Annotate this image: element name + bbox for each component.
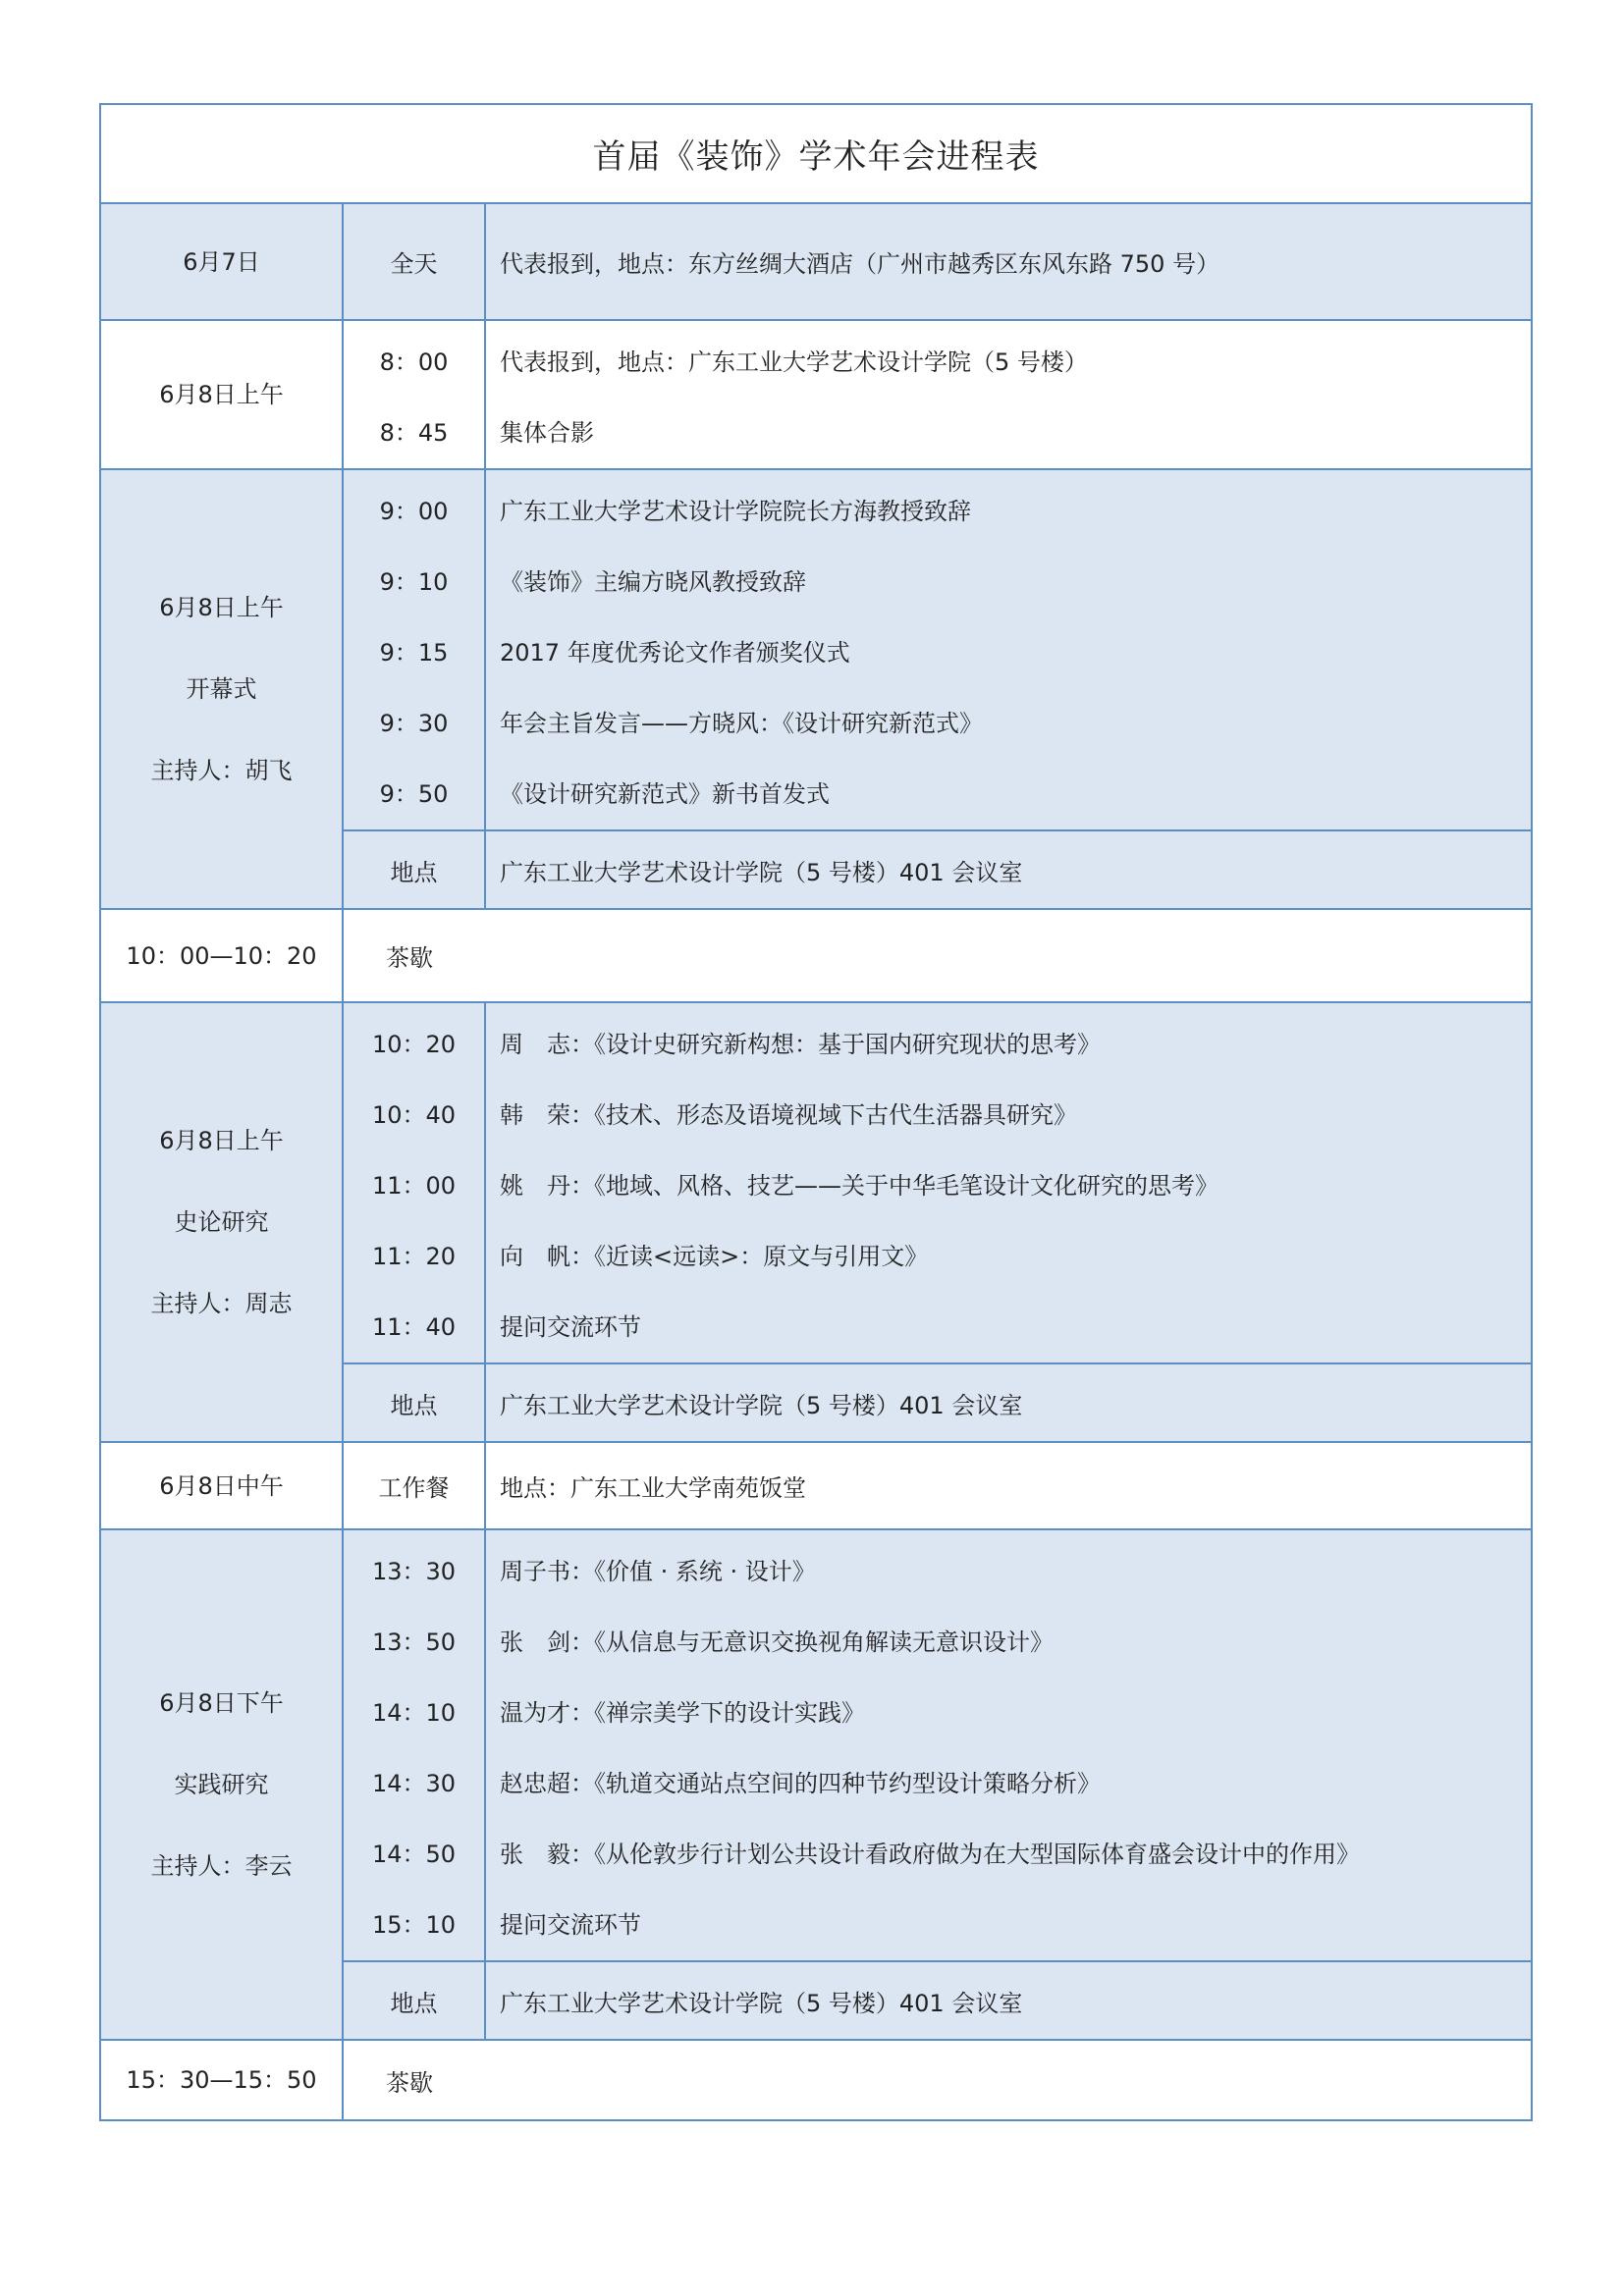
- event-text: 周 志：《设计史研究新构想：基于国内研究现状的思考》: [500, 1030, 1101, 1058]
- row-jun7: [101, 202, 1531, 319]
- session-host: 主持人：胡飞: [150, 757, 293, 784]
- row-tea-break-2: [101, 2039, 1531, 2119]
- time-label: 工作餐: [378, 1474, 450, 1502]
- venue-label: 地点: [390, 858, 438, 886]
- time-label: 11：40: [371, 1312, 457, 1341]
- session-name: 实践研究: [174, 1771, 269, 1798]
- schedule-table: [99, 103, 1533, 2121]
- page-title: 首届《装饰》学术年会进程表: [592, 137, 1040, 177]
- time-cell: [344, 321, 486, 468]
- row-history-theory: [101, 1001, 1531, 1441]
- date-cell: [101, 1443, 344, 1528]
- venue-label: 地点: [390, 1989, 438, 2017]
- time-label: 15：10: [371, 1910, 457, 1939]
- date-label: 6月7日: [183, 247, 260, 276]
- time-label: 11：00: [371, 1171, 457, 1200]
- date-cell: [101, 204, 344, 319]
- time-label: 13：30: [371, 1557, 457, 1585]
- time-label: 8：45: [379, 418, 449, 447]
- event-text: 《装饰》主编方晓风教授致辞: [500, 567, 806, 596]
- event-text: 韩 荣：《技术、形态及语境视域下古代生活器具研究》: [500, 1100, 1077, 1129]
- event-text: 提问交流环节: [500, 1910, 641, 1939]
- session-cell: [101, 470, 344, 908]
- event-text: 张 剑：《从信息与无意识交换视角解读无意识设计》: [500, 1628, 1054, 1656]
- time-label: 11：20: [371, 1242, 457, 1270]
- row-working-lunch: [101, 1441, 1531, 1528]
- time-range-cell: [101, 910, 344, 1001]
- time-range: 10：00—10：20: [126, 941, 317, 970]
- time-cell: [344, 1003, 486, 1362]
- row-jun8-morning-registration: [101, 319, 1531, 468]
- session-cell: [101, 1530, 344, 2039]
- event-cell: [344, 2041, 1531, 2119]
- event-cell: [486, 1530, 1531, 1960]
- venue-cell: [486, 831, 1531, 908]
- event-text: 广东工业大学艺术设计学院院长方海教授致辞: [500, 497, 971, 525]
- event-cell: [486, 470, 1531, 829]
- venue-text: 广东工业大学艺术设计学院（5 号楼）401 会议室: [500, 858, 1023, 886]
- session-host: 主持人：周志: [150, 1290, 293, 1317]
- event-text: 代表报到，地点：广东工业大学艺术设计学院（5 号楼）: [500, 347, 1088, 376]
- date-label: 6月8日上午: [159, 1127, 284, 1154]
- venue-label-cell: [344, 1962, 486, 2039]
- time-label: 9：00: [379, 497, 449, 525]
- date-cell: [101, 321, 344, 468]
- time-label: 9：10: [379, 567, 449, 596]
- event-cell: [486, 321, 1531, 468]
- event-text: 赵忠超：《轨道交通站点空间的四种节约型设计策略分析》: [500, 1769, 1101, 1797]
- event-text: 地点：广东工业大学南苑饭堂: [500, 1474, 806, 1502]
- event-text: 《设计研究新范式》新书首发式: [500, 779, 830, 808]
- time-label: 10：20: [371, 1030, 457, 1058]
- session-cell: [101, 1003, 344, 1441]
- event-cell: [344, 910, 1531, 1001]
- time-label: 9：30: [379, 709, 449, 737]
- time-label: 13：50: [371, 1628, 457, 1656]
- event-text: 年会主旨发言——方晓风：《设计研究新范式》: [500, 709, 983, 737]
- session-host: 主持人：李云: [150, 1852, 293, 1880]
- row-opening-ceremony: [101, 468, 1531, 908]
- event-text: 姚 丹：《地域、风格、技艺——关于中华毛笔设计文化研究的思考》: [500, 1171, 1218, 1200]
- date-label: 6月8日上午: [159, 381, 284, 408]
- event-text: 代表报到，地点：东方丝绸大酒店（广州市越秀区东风东路 750 号）: [500, 250, 1220, 278]
- row-practice-research: [101, 1528, 1531, 2039]
- event-text: 茶歇: [386, 2068, 433, 2097]
- title-row: [101, 105, 1531, 202]
- venue-text: 广东工业大学艺术设计学院（5 号楼）401 会议室: [500, 1391, 1023, 1419]
- event-text: 温为才：《禅宗美学下的设计实践》: [500, 1698, 865, 1727]
- time-label: 全天: [390, 250, 438, 278]
- venue-label-cell: [344, 1364, 486, 1441]
- date-label: 6月8日下午: [159, 1689, 284, 1717]
- time-label: 9：50: [379, 779, 449, 808]
- event-text: 周子书：《价值 · 系统 · 设计》: [500, 1557, 816, 1585]
- time-label: 8：00: [379, 347, 449, 376]
- time-label: 10：40: [371, 1100, 457, 1129]
- session-name: 史论研究: [174, 1208, 269, 1236]
- time-label: 14：50: [371, 1840, 457, 1868]
- date-label: 6月8日中午: [159, 1471, 284, 1500]
- venue-label-cell: [344, 831, 486, 908]
- time-label: 9：15: [379, 638, 449, 667]
- time-range: 15：30—15：50: [126, 2066, 317, 2094]
- time-label: 14：10: [371, 1698, 457, 1727]
- event-text: 张 毅：《从伦敦步行计划公共设计看政府做为在大型国际体育盛会设计中的作用》: [500, 1840, 1360, 1868]
- venue-cell: [486, 1962, 1531, 2039]
- event-text: 提问交流环节: [500, 1312, 641, 1341]
- time-label: 14：30: [371, 1769, 457, 1797]
- date-label: 6月8日上午: [159, 594, 284, 621]
- session-name: 开幕式: [186, 675, 257, 703]
- row-tea-break-1: [101, 908, 1531, 1001]
- venue-label: 地点: [390, 1391, 438, 1419]
- time-cell: [344, 1530, 486, 1960]
- venue-cell: [486, 1364, 1531, 1441]
- time-cell: [344, 470, 486, 829]
- event-text: 2017 年度优秀论文作者颁奖仪式: [500, 638, 850, 667]
- event-cell: [486, 1443, 1531, 1528]
- event-cell: [486, 1003, 1531, 1362]
- time-range-cell: [101, 2041, 344, 2119]
- event-cell: [486, 204, 1531, 319]
- event-text: 集体合影: [500, 418, 594, 447]
- time-cell: [344, 1443, 486, 1528]
- event-text: 茶歇: [386, 944, 433, 972]
- event-text: 向 帆：《近读<远读>：原文与引用文》: [500, 1242, 929, 1270]
- venue-text: 广东工业大学艺术设计学院（5 号楼）401 会议室: [500, 1989, 1023, 2017]
- time-cell: [344, 204, 486, 319]
